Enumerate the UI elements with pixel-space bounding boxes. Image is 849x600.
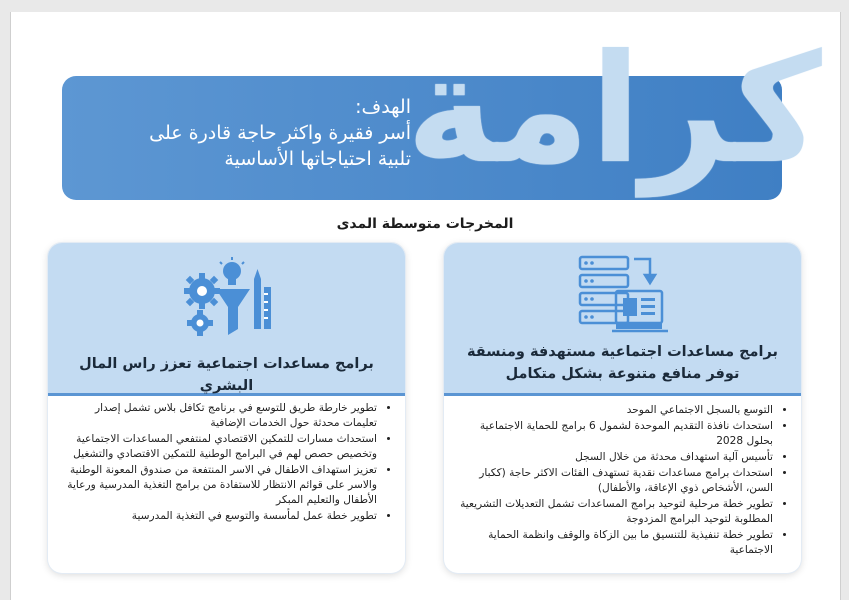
bullet-list: [62, 401, 395, 525]
list-item: • تطوير خطة عمل لمأسسة والتوسع في التغذية المدرسية: [62, 509, 377, 524]
list-item: • تأسيس آلية استهداف محدثة من خلال السجل: [458, 450, 773, 465]
list-item: • تطوير خطة تنفيذية للتنسيق ما بين الزكاة والوقف وانظمة الحماية الاجتماعية: [458, 528, 773, 558]
card-divider: [444, 393, 801, 396]
goal-line-2: تلبية احتياجاتها الأساسية: [224, 148, 411, 170]
list-item: • التوسع بالسجل الاجتماعي الموحد: [458, 403, 773, 418]
human-capital-card: [48, 243, 405, 573]
card-title-line-2: توفر منافع متنوعة بشكل متكامل: [505, 366, 740, 382]
goal-label: الهدف:: [355, 96, 411, 118]
list-item: • تطوير خارطة طريق للتوسع في برنامج تكافل بلاس تشمل إصدار تعليمات محدثة حول الخدمات الإضافية: [62, 401, 377, 431]
goal-text: [51, 94, 411, 172]
targeted-programs-card: [444, 243, 801, 573]
goal-line-1: أسر فقيرة واكثر حاجة قادرة على: [149, 122, 411, 144]
list-item: • استحداث نافذة التقديم الموحدة لشمول 6 برامج للحماية الاجتماعية بحلول 2028: [458, 419, 773, 449]
list-item: • استحداث مسارات للتمكين الاقتصادي لمنتفعي المساعدات الاجتماعية وتخصيص حصص لهم في البرامج الوطنية للتمكين الاقتصادي والتشغيل: [62, 432, 377, 462]
list-item: • استحداث برامج مساعدات نقدية تستهدف الفئات الاكثر حاجة (ككبار السن، الأشخاص ذوي الإعاقة، والأطفال): [458, 466, 773, 496]
list-item: • تطوير خطة مرحلية لتوحيد برامج المساعدات تشمل التعديلات التشريعية المطلوبة لتوحيد البرامج المزدوجة: [458, 497, 773, 527]
server-database-icon: [572, 251, 672, 337]
card-title: برامج مساعدات اجتماعية تعزز راس المال البشري: [79, 356, 374, 394]
card-title-line-1: برامج مساعدات اجتماعية مستهدفة ومنسقة: [467, 344, 778, 360]
card-title: [454, 341, 791, 385]
list-item: • تعزيز استهداف الاطفال في الاسر المنتفعة من صندوق المعونة الوطنية والاسر على قوائم الانتظار للاستفادة من برامج التغذية المدرسية ورعاية الأطفال والتعليم المبكر: [62, 463, 377, 508]
gears-lightbulb-icon: [178, 257, 278, 343]
section-title: المخرجات متوسطة المدى: [336, 216, 514, 232]
bullet-list: [458, 403, 791, 559]
brand-wordmark: كرامة: [406, 23, 822, 197]
